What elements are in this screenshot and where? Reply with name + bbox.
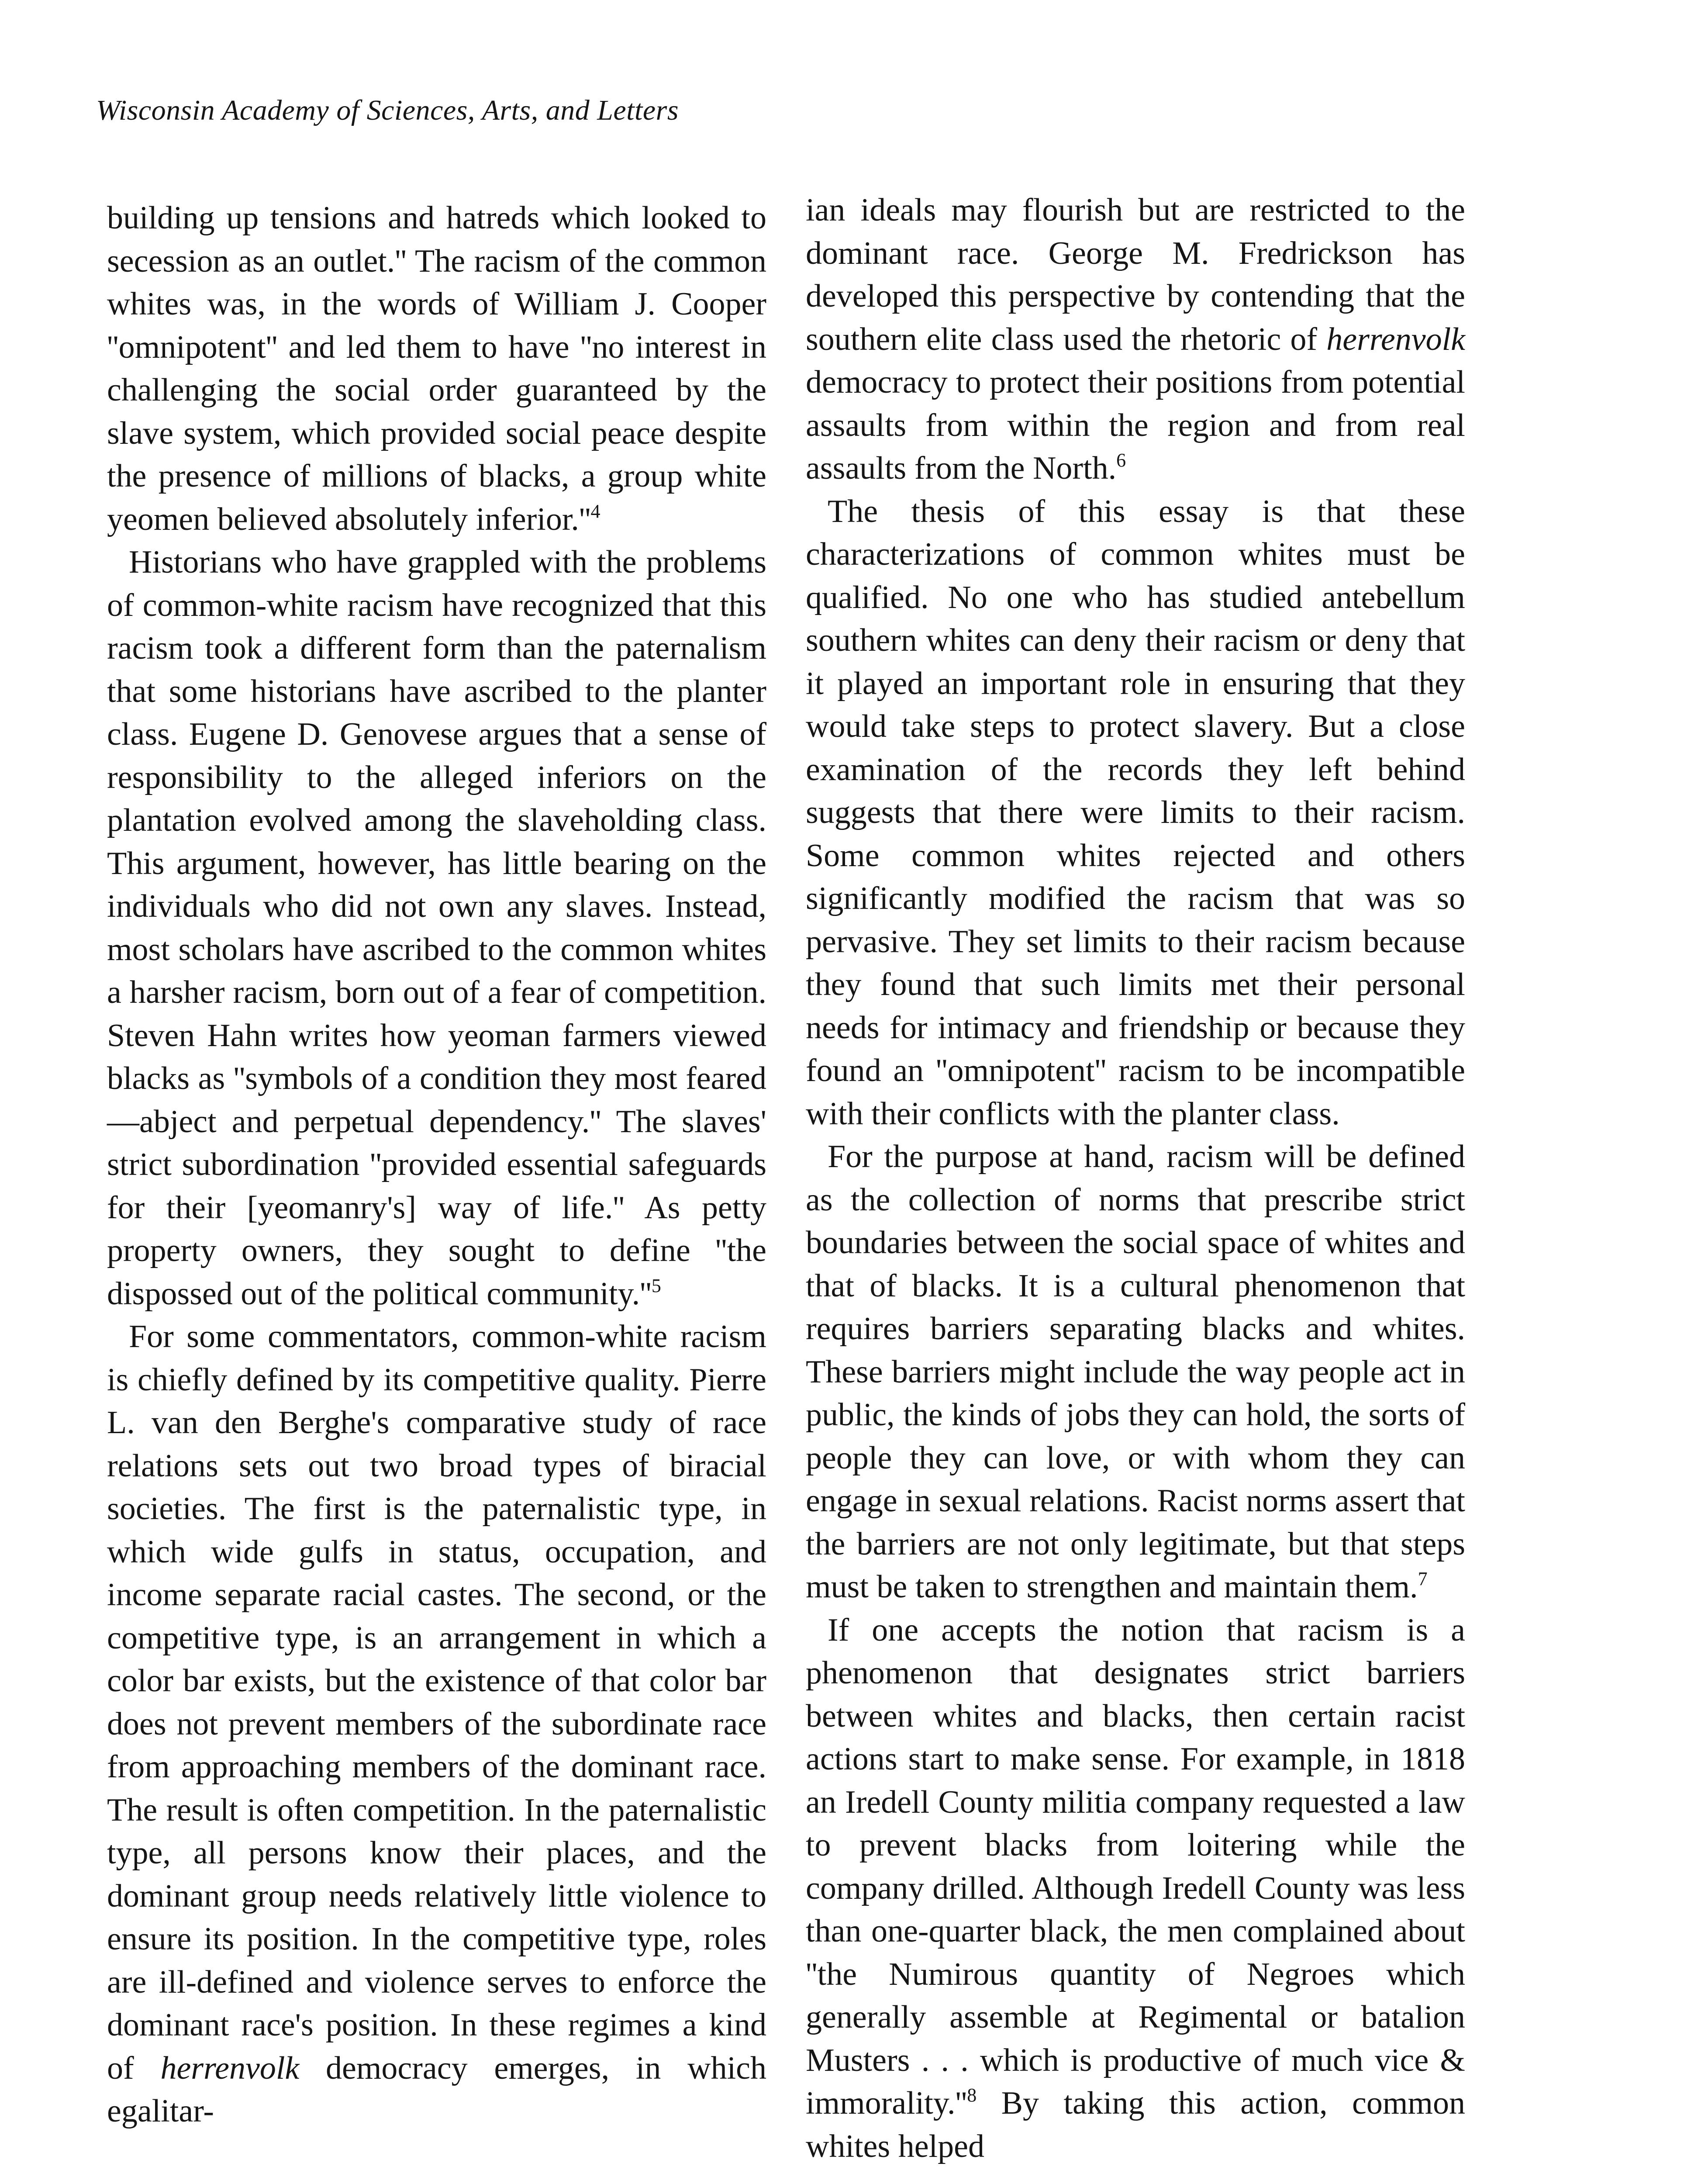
- paragraph: [806, 490, 1465, 1136]
- paragraph: [806, 189, 1465, 490]
- paragraph-text: building up tensions and hatreds which looked to secession as an outlet.'' The racism of the common whites was, in the words of William J. Cooper ''omnipotent'' and led them to have ''no interest in challenging the social order guaranteed by the slave system, which provided social peace despite the presence of millions of blacks, a group white yeomen believed absolutely inferior.'': [107, 200, 766, 537]
- paragraph: [806, 1609, 1465, 2168]
- paragraph-text: The thesis of this essay is that these characterizations of common whites must be qualified. No one who has studied antebellum southern whites can deny their racism or deny that it played an important role in ensuring that they would take steps to protect slavery. But a close examination of the records they left behind suggests that there were limits to their racism. Some common whites rejected and others significantly modified the racism that was so pervasive. They set limits to their racism because they found that such limits met their personal needs for intimacy and friendship or because they found an ''omnipotent'' racism to be incompatible with their conflicts with the planter class.: [806, 493, 1465, 1132]
- paragraph-text: By taking this action, common whites helped: [806, 2085, 1465, 2164]
- paragraph-text: ian ideals may flourish but are restricted to the dominant race. George M. Fredrickson has developed this perspective by contending that the southern elite class used the rhetoric of: [806, 192, 1465, 357]
- paragraph-text: democracy to protect their positions from potential assaults from within the region and from real assaults from the North.: [806, 364, 1465, 486]
- emphasis-term: herrenvolk: [1326, 321, 1466, 357]
- paragraph-text: For the purpose at hand, racism will be defined as the collection of norms that prescribe strict boundaries between the social space of whites and that of blacks. It is a cultural phenomenon that requires barriers separating blacks and whites. These barriers might include the way people act in public, the kinds of jobs they can hold, the sorts of people they can love, or with whom they can engage in sexual relations. Racist norms assert that the barriers are not only legitimate, but that steps must be taken to strengthen and maintain them.: [806, 1139, 1465, 1605]
- footnote-ref: 4: [590, 500, 600, 522]
- footnote-ref: 7: [1418, 1568, 1428, 1590]
- paragraph: [107, 541, 766, 1315]
- paragraph-text: For some commentators, common-white racism is chiefly defined by its competitive quality. Pierre L. van den Berghe's comparative study of race relations sets out two broad types of biracial societies. The first is the paternalistic type, in which wide gulfs in status, occupation, and income separate racial castes. The second, or the competitive type, is an arrangement in which a color bar exists, but the existence of that color bar does not prevent members of the subordinate race from approaching members of the dominant race. The result is often competition. In the paternalistic type, all persons know their places, and the dominant group needs relatively little violence to ensure its position. In the competitive type, roles are ill-defined and violence serves to enforce the dominant race's position. In these regimes a kind of: [107, 1319, 766, 2086]
- emphasis-term: herrenvolk: [160, 2050, 300, 2086]
- footnote-ref: 6: [1116, 449, 1126, 471]
- left-column: [107, 197, 766, 2133]
- paragraph: [107, 197, 766, 541]
- paragraph-text: democracy emerges, in which egalitar-: [107, 2050, 767, 2129]
- paragraph-text: If one accepts the notion that racism is a phenomenon that designates strict barriers between whites and blacks, then certain racist actions start to make sense. For example, in 1818 an Iredell County militia company requested a law to prevent blacks from loitering while the company drilled. Although Iredell County was less than one-quarter black, the men complained about ''the Numirous quantity of Negroes which generally assemble at Regimental or batalion Musters . . . which is productive of much vice & immorality.'': [806, 1612, 1465, 2121]
- running-header: Wisconsin Academy of Sciences, Arts, and Letters: [96, 94, 679, 126]
- paragraph: [806, 1135, 1465, 1609]
- paragraph-text: Historians who have grappled with the problems of common-white racism have recognized that this racism took a different form than the paternalism that some historians have ascribed to the planter class. Eugene D. Genovese argues that a sense of responsibility to the alleged inferiors on the plantation evolved among the slaveholding class. This argument, however, has little bearing on the individuals who did not own any slaves. Instead, most scholars have ascribed to the common whites a harsher racism, born out of a fear of competition. Steven Hahn writes how yeoman farmers viewed blacks as ''symbols of a condition they most feared—abject and perpetual dependency.'' The slaves' strict subordination ''provided essential safeguards for their [yeomanry's] way of life.'' As petty property owners, they sought to define ''the dispossed out of the political community.'': [107, 544, 766, 1312]
- footnote-ref: 5: [651, 1275, 661, 1296]
- paragraph: [107, 1315, 766, 2133]
- footnote-ref: 8: [967, 2084, 977, 2106]
- right-column: [806, 189, 1465, 2168]
